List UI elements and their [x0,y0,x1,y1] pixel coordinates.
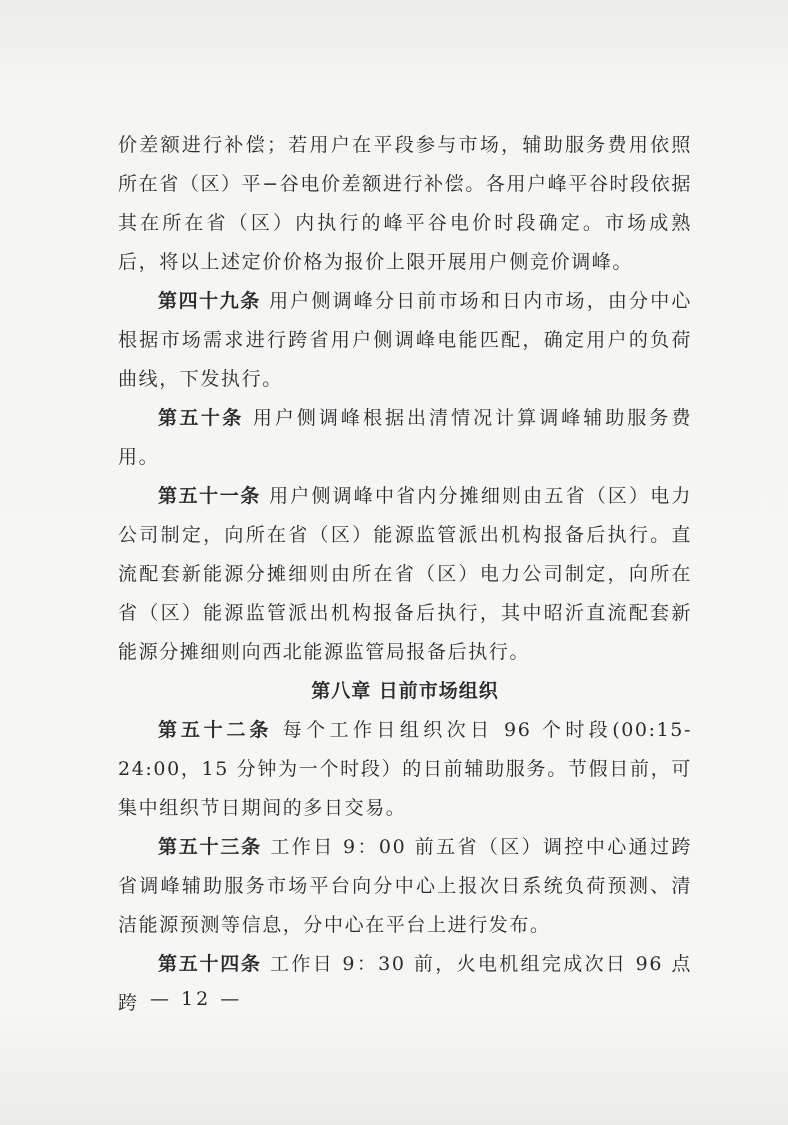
article-number: 第五十三条 [158,836,262,858]
paragraph-article-50 [118,399,692,477]
article-number: 第五十条 [158,407,244,429]
chapter-title: 第八章 日前市场组织 [311,680,499,702]
paragraph-text: 用户侧调峰根据出清情况计算调峰辅助服务费用。 [118,407,692,468]
paragraph-text: 工作日 9：30 前，火电机组完成次日 96 点跨 [118,953,692,1014]
article-number: 第五十二条 [158,719,273,741]
paragraph-article-52 [118,711,692,828]
paragraph-article-49 [118,282,692,399]
paragraph-text: 每个工作日组织次日 96 个时段(00:15-24:00，15 分钟为一个时段）的日前辅助服务。节假日前，可集中组织节日期间的多日交易。 [118,719,692,819]
paragraph-text: 工作日 9：00 前五省（区）调控中心通过跨省调峰辅助服务市场平台向分中心上报次日系统负荷预测、清洁能源预测等信息，分中心在平台上进行发布。 [118,836,692,936]
article-number: 第四十九条 [158,290,261,312]
paragraph-article-53 [118,828,692,945]
paragraph-text: 用户侧调峰中省内分摊细则由五省（区）电力公司制定，向所在省（区）能源监管派出机构报备后执行。直流配套新能源分摊细则由所在省（区）电力公司制定，向所在省（区）能源监管派出机构报备后执行，其中昭沂直流配套新能源分摊细则向西北能源监管局报备后执行。 [118,485,692,663]
paragraph-text: 用户侧调峰分日前市场和日内市场，由分中心根据市场需求进行跨省用户侧调峰电能匹配，确定用户的负荷曲线，下发执行。 [118,290,692,390]
body-text [118,126,692,1023]
article-number: 第五十一条 [158,485,261,507]
article-number: 第五十四条 [158,953,262,975]
paragraph-article-51 [118,477,692,672]
paragraph-intro [118,126,692,282]
paragraph-article-54 [118,945,692,1023]
paragraph-text: 价差额进行补偿；若用户在平段参与市场，辅助服务费用依照所在省（区）平−谷电价差额进行补偿。各用户峰平谷时段依据其在所在省（区）内执行的峰平谷电价时段确定。市场成熟后，将以上述定价价格为报价上限开展用户侧竞价调峰。 [118,134,692,273]
page-number: — 12 — [150,988,243,1010]
